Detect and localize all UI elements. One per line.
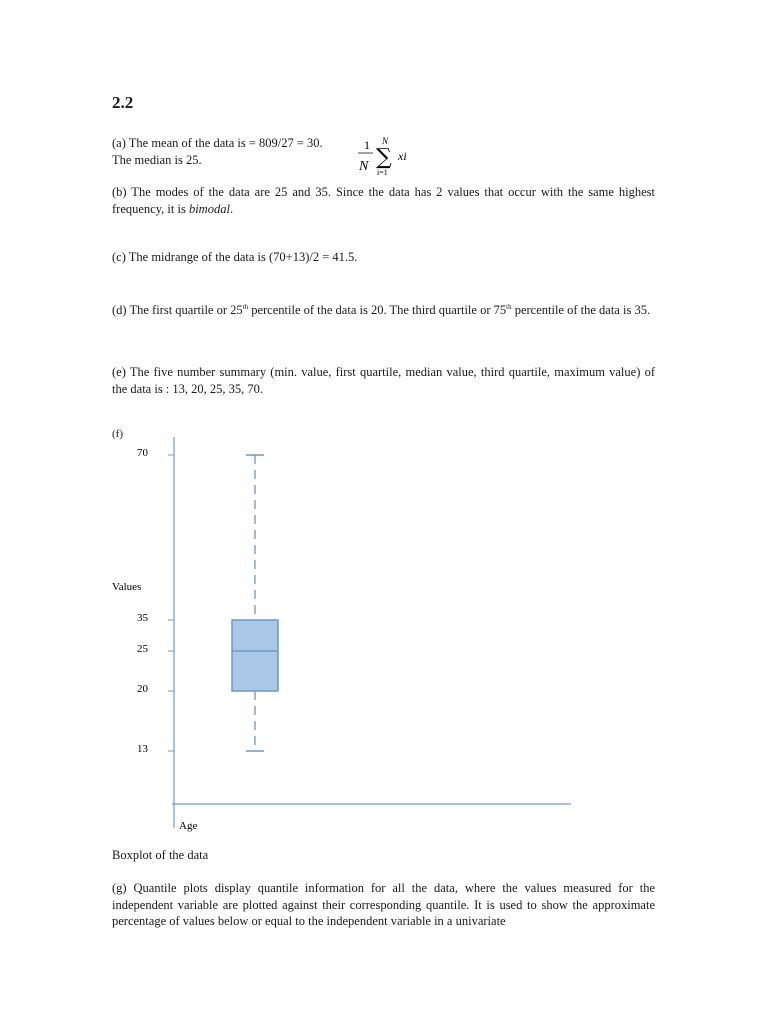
formula-term: xi xyxy=(398,149,407,163)
box-group xyxy=(232,455,278,751)
part-f-label: (f) xyxy=(112,428,123,440)
formula-numerator: 1 xyxy=(364,138,370,152)
y-ticks xyxy=(137,447,174,755)
mean-formula xyxy=(357,134,417,178)
y-tick-label: 35 xyxy=(137,612,148,624)
part-g: (g) Quantile plots display quantile information for all the data, where the values measured for the independent variable are plotted against their corresponding quantile. It is used to show the approximate percentage of values below or equal to the independent variable in a univariate xyxy=(112,881,655,928)
part-c: (c) The midrange of the data is (70+13)/2 = 41.5. xyxy=(112,250,358,264)
boxplot-chart xyxy=(100,425,590,845)
formula-denominator: N xyxy=(359,159,369,174)
chart-caption: Boxplot of the data xyxy=(112,848,209,862)
iqr-box xyxy=(232,620,278,691)
part-d xyxy=(112,299,655,319)
part-e: (e) The five number summary (min. value, first quartile, median value, third quartile, maximum value) of the data is : 13, 20, 25, 35, 70. xyxy=(112,365,655,396)
bimodal-emphasis: bimodal xyxy=(188,201,230,216)
section-heading: 2.2 xyxy=(112,93,134,112)
part-d-sup-1: th xyxy=(242,303,249,311)
median-text: The median is 25. xyxy=(112,152,202,167)
part-b xyxy=(112,184,655,217)
mean-text: (a) The mean of the data is = 809/27 = 30. xyxy=(112,136,323,150)
part-d-text-3: percentile of the data is 35. xyxy=(511,303,651,318)
y-tick-label: 20 xyxy=(137,683,148,695)
y-axis-label: Values xyxy=(112,581,142,593)
part-b-text: (b) The modes of the data are 25 and 35. Since the data has 2 values that occur with the same highest frequency, it is xyxy=(112,185,655,216)
y-tick-label: 25 xyxy=(137,643,148,655)
formula-lower-limit: i=1 xyxy=(377,168,388,177)
part-d-text-1: (d) The first quartile or 25 xyxy=(112,303,243,318)
y-tick-label: 70 xyxy=(137,447,148,459)
x-axis-label: Age xyxy=(179,820,198,832)
formula-upper-limit: N xyxy=(382,136,389,146)
sigma-icon: ∑ xyxy=(376,145,392,170)
y-tick-label: 13 xyxy=(137,743,148,755)
part-d-sup-2: th xyxy=(506,303,512,311)
part-b-end: . xyxy=(229,201,234,216)
part-d-text-2: percentile of the data is 20. The third quartile or 75 xyxy=(248,303,507,318)
